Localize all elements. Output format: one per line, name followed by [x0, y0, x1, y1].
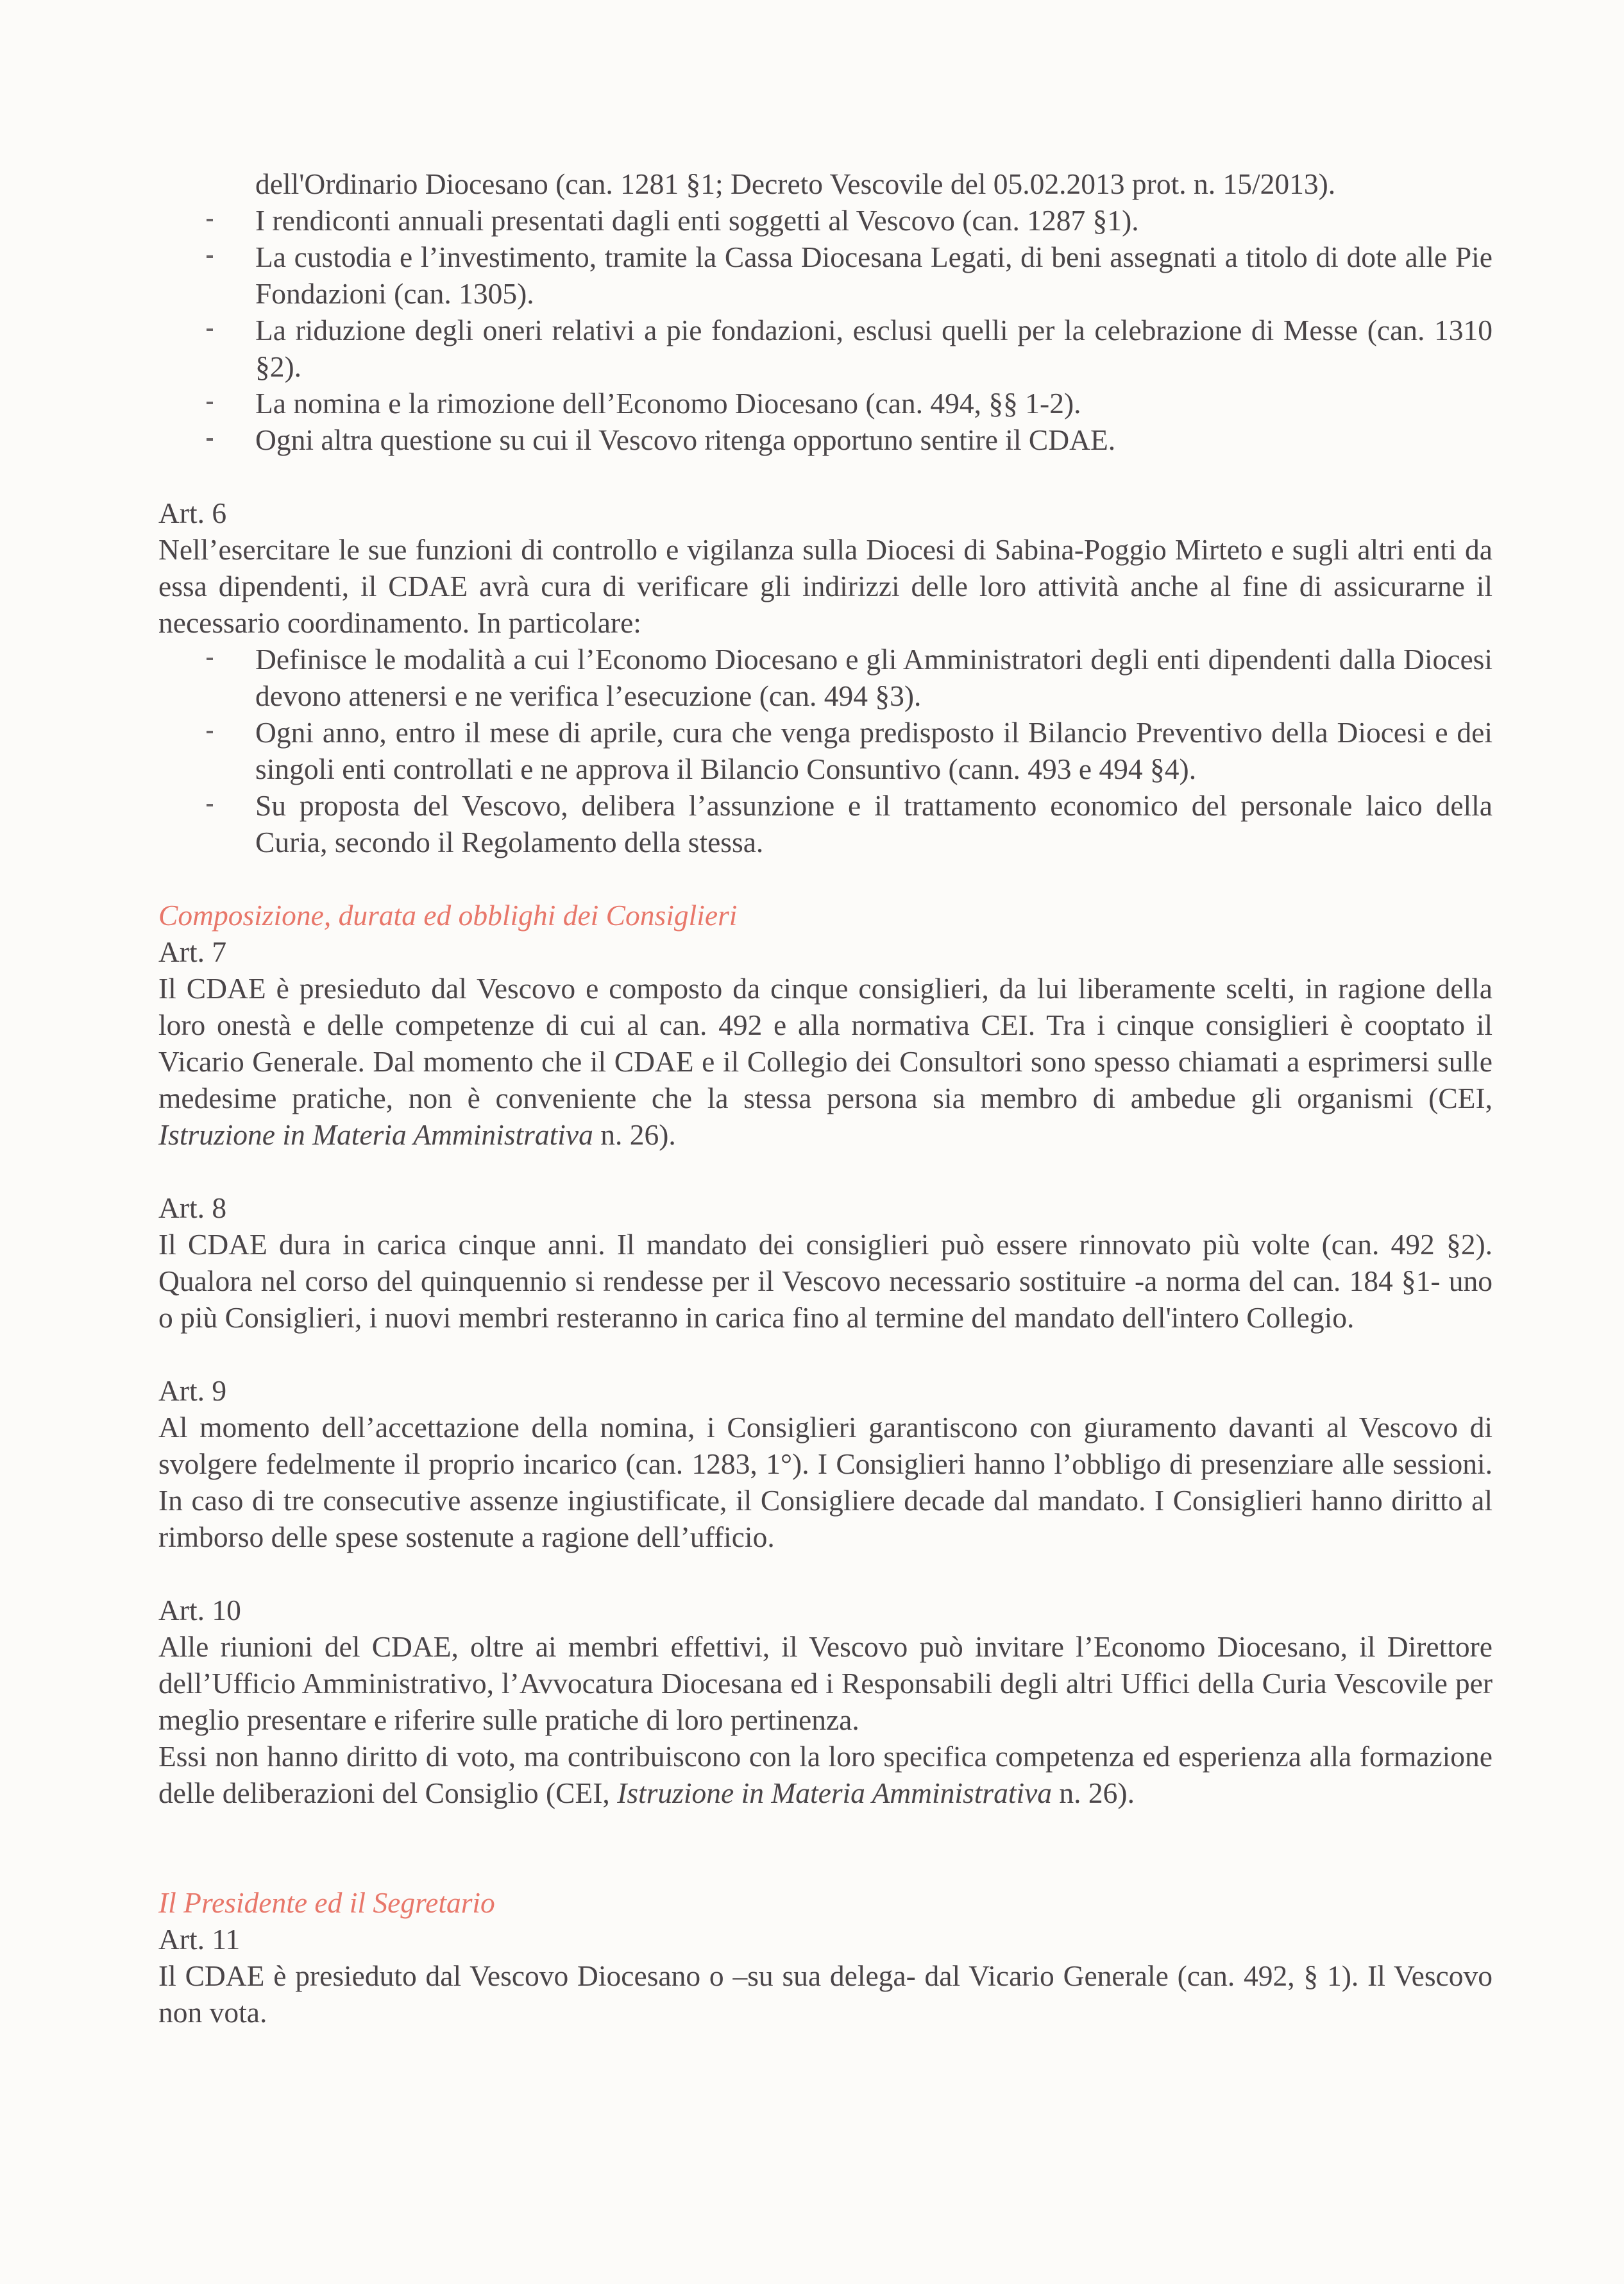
dash-bullet-icon	[207, 402, 213, 404]
article-6-list	[158, 641, 1493, 860]
spacer	[158, 1153, 1493, 1189]
cited-document-title: Istruzione in Materia Amministrativa	[617, 1777, 1053, 1809]
article-8	[158, 1189, 1493, 1336]
dash-bullet-icon	[207, 804, 213, 806]
article-label: Art. 8	[158, 1191, 227, 1224]
dash-bullet-icon	[207, 731, 213, 733]
article-label: Art. 6	[158, 497, 227, 529]
article-10	[158, 1592, 1493, 1811]
article-9	[158, 1372, 1493, 1555]
list-item: La riduzione degli oneri relativi a pie fondazioni, esclusi quelli per la celebrazione di Messe (can. 1310 §2).	[158, 312, 1493, 385]
article-7	[158, 933, 1493, 1153]
article-body: Il CDAE dura in carica cinque anni. Il mandato dei consiglieri può essere rinnovato più volte (can. 492 §2). Qualora nel corso del quinquennio si rendesse per il Vescovo necessario sostituire -a norma del can. 184 §1- uno o più Consiglieri, i nuovi membri resteranno in carica fino al termine del mandato dell'intero Collegio.	[158, 1228, 1493, 1334]
article-body: Nell’esercitare le sue funzioni di controllo e vigilanza sulla Diocesi di Sabina-Poggio Mirteto e sugli altri enti da essa dipendenti, il CDAE avrà cura di verificare gli indirizzi delle loro attività anche al fine di assicurarne il necessario coordinamento. In particolare:	[158, 533, 1493, 639]
section-heading-presidente: Il Presidente ed il Segretario	[158, 1886, 495, 1919]
list-item: I rendiconti annuali presentati dagli enti soggetti al Vescovo (can. 1287 §1).	[158, 202, 1493, 239]
list-item: La nomina e la rimozione dell’Economo Diocesano (can. 494, §§ 1-2).	[158, 385, 1493, 422]
article-body: Al momento dell’accettazione della nomina, i Consiglieri garantiscono con giuramento davanti al Vescovo di svolgere fedelmente il proprio incarico (can. 1283, 1°). I Consiglieri hanno l’obbligo di presenziare alle sessioni. In caso di tre consecutive assenze ingiustificate, il Consigliere decade dal mandato. I Consiglieri hanno diritto al rimborso delle spese sostenute a ragione dell’ufficio.	[158, 1411, 1493, 1553]
document-page	[158, 166, 1493, 2031]
article-11	[158, 1921, 1493, 2031]
list-item: Definisce le modalità a cui l’Economo Diocesano e gli Amministratori degli enti dipendenti dalla Diocesi devono attenersi e ne verifica l’esecuzione (can. 494 §3).	[158, 641, 1493, 714]
spacer	[158, 860, 1493, 897]
list-item: Ogni anno, entro il mese di aprile, cura che venga predisposto il Bilancio Preventivo della Diocesi e dei singoli enti controllati e ne approva il Bilancio Consuntivo (cann. 493 e 494 §4).	[158, 714, 1493, 787]
dash-bullet-icon	[207, 219, 213, 221]
spacer	[158, 1555, 1493, 1592]
cited-document-title: Istruzione in Materia Amministrativa	[158, 1118, 593, 1151]
dash-bullet-icon	[207, 255, 213, 258]
dash-bullet-icon	[207, 658, 213, 660]
article-body: Essi non hanno diritto di voto, ma contribuiscono con la loro specifica competenza ed esperienza alla formazione delle deliberazioni del Consiglio (CEI, Istruzione in Materia Amministrativa n. 26).	[158, 1740, 1493, 1809]
spacer	[158, 1336, 1493, 1372]
article-body: Il CDAE è presieduto dal Vescovo e composto da cinque consiglieri, da lui liberamente scelti, in ragione della loro onestà e delle competenze di cui al can. 492 e alla normativa CEI. Tra i cinque consiglieri è cooptato il Vicario Generale. Dal momento che il CDAE e il Collegio dei Consultori sono spesso chiamati a esprimersi sulle medesime pratiche, non è conveniente che la stessa persona sia membro di ambedue gli organismi (CEI, Istruzione in Materia Amministrativa n. 26).	[158, 972, 1493, 1151]
article-body: Il CDAE è presieduto dal Vescovo Diocesano o –su sua delega- dal Vicario Generale (can. 492, § 1). Il Vescovo non vota.	[158, 1959, 1493, 2029]
continuation-list	[158, 202, 1493, 458]
article-label: Art. 7	[158, 935, 227, 968]
spacer	[158, 458, 1493, 495]
article-label: Art. 9	[158, 1374, 227, 1407]
article-6	[158, 495, 1493, 860]
list-item: Su proposta del Vescovo, delibera l’assunzione e il trattamento economico del personale laico della Curia, secondo il Regolamento della stessa.	[158, 787, 1493, 860]
article-label: Art. 10	[158, 1594, 241, 1626]
list-item: Ogni altra questione su cui il Vescovo ritenga opportuno sentire il CDAE.	[158, 422, 1493, 458]
spacer	[158, 1811, 1493, 1884]
article-body: Alle riunioni del CDAE, oltre ai membri effettivi, il Vescovo può invitare l’Economo Diocesano, il Direttore dell’Ufficio Amministrativo, l’Avvocatura Diocesana ed i Responsabili degli altri Uffici della Curia Vescovile per meglio presentare e riferire sulle pratiche di loro pertinenza.	[158, 1630, 1493, 1736]
section-heading-composizione: Composizione, durata ed obblighi dei Consiglieri	[158, 899, 738, 932]
dash-bullet-icon	[207, 438, 213, 441]
article-label: Art. 11	[158, 1923, 241, 1956]
list-item: La custodia e l’investimento, tramite la Cassa Diocesana Legati, di beni assegnati a titolo di dote alle Pie Fondazioni (can. 1305).	[158, 239, 1493, 312]
dash-bullet-icon	[207, 328, 213, 331]
continuation-text: dell'Ordinario Diocesano (can. 1281 §1; Decreto Vescovile del 05.02.2013 prot. n. 15/2013).	[255, 167, 1336, 200]
